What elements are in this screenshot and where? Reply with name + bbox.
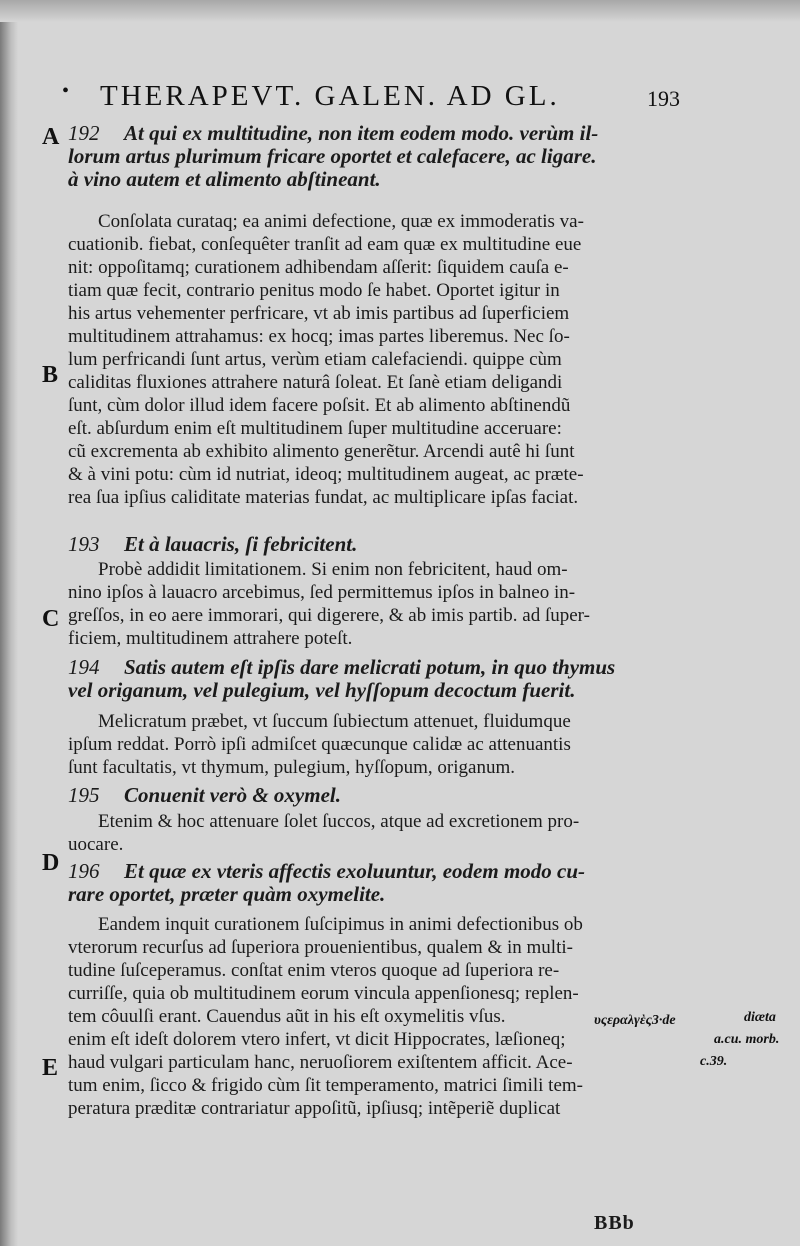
lemma-number: 196 [68, 859, 100, 883]
commentary-line: vterorum recurſus ad ſuperiora prouenientibus, qualem & in multi- [68, 937, 573, 958]
commentary-line: Eandem inquit curationem ſuſcipimus in animi defectionibus ob [98, 914, 583, 935]
header-bullet: • [62, 80, 73, 102]
commentary-line: lum perfricandi ſunt artus, verùm etiam calefaciendi. quippe cùm [68, 349, 562, 370]
margin-note-diaeta: diæta [744, 1010, 776, 1025]
commentary-196 [68, 913, 686, 1120]
commentary-line: tum enim, ſicco & frigido cùm ſit temperamento, matrici ſimili tem- [68, 1075, 583, 1096]
commentary-line: rea ſua ipſius caliditate materias fundat, ac multiplicare ipſas faciat. [68, 487, 579, 508]
lemma-line: 193 Et à lauacris, ſi febricitent. [68, 532, 358, 556]
lemma-line: lorum artus plurimum fricare oportet et calefacere, ac ligare. [68, 144, 597, 168]
commentary-line: enim eſt ideſt dolorem vtero infert, vt dicit Hippocrates, læſioneq; [68, 1029, 566, 1050]
lemma-line: 195 Conuenit verò & oxymel. [68, 783, 341, 807]
commentary-line: cũ excrementa ab exhibito alimento generẽtur. Arcendi autê hi ſunt [68, 441, 575, 462]
lemma-195 [68, 784, 686, 807]
lemma-line: 196 Et quæ ex vteris affectis exoluuntur, eodem modo cu- [68, 859, 586, 883]
lemma-line: 192 At qui ex multitudine, non item eodem modo. verùm il- [68, 121, 599, 145]
commentary-line: tudine ſuſceperamus. conſtat enim vteros quoque ad ſuperiora re- [68, 960, 560, 981]
lemma-193 [68, 533, 686, 556]
margin-note-greek: υςεραλγὲς3·de [594, 1013, 676, 1028]
lemma-number: 195 [68, 783, 100, 807]
lemma-line: vel origanum, vel pulegium, vel hyſſopum decoctum fuerit. [68, 678, 576, 702]
commentary-line: curriſſe, quia ob multitudinem eorum vincula appenſionesq; replen- [68, 983, 579, 1004]
commentary-line: caliditas fluxiones attrahere naturâ ſoleat. Et ſanè etiam deligandi [68, 372, 563, 393]
commentary-line: tem côuulſi erant. Cauendus aũt in his eſt oxymelitis vſus. [68, 1006, 506, 1027]
lemma-number: 194 [68, 655, 100, 679]
lemma-line: à vino autem et alimento abſtineant. [68, 167, 381, 191]
lemma-number: 193 [68, 532, 100, 556]
commentary-line: & à vini potu: cùm id nutriat, ideoq; multitudinem augeat, ac præte- [68, 464, 584, 485]
signature-mark: BBb [594, 1212, 635, 1234]
margin-letter-e: E [42, 1055, 59, 1081]
lemma-number: 192 [68, 121, 100, 145]
commentary-line: multitudinem attrahamus: ex hocq; imas partes liberemus. Nec ſo- [68, 326, 570, 347]
commentary-line: Melicratum præbet, vt ſuccum ſubiectum attenuet, fluidumque [98, 711, 571, 732]
commentary-194 [68, 710, 686, 779]
commentary-line: his artus vehementer perfricare, vt ab imis partibus ad ſuperficiem [68, 303, 570, 324]
commentary-195 [68, 810, 686, 856]
header-title: THERAPEVT. GALEN. AD GL. [100, 80, 560, 112]
commentary-line: Probè addidit limitationem. Si enim non febricitent, haud om- [98, 559, 568, 580]
lemma-196 [68, 860, 686, 906]
commentary-line: ſunt, cùm dolor illud idem facere poſsit. Et ab alimento abſtinendũ [68, 395, 571, 416]
commentary-line: tiam quæ fecit, contrario penitus modo ſe habet. Oportet igitur in [68, 280, 560, 301]
commentary-192 [68, 210, 686, 509]
margin-letter-a: A [42, 124, 60, 150]
margin-note-chapter: c.39. [700, 1054, 728, 1069]
commentary-line: Conſolata curataq; ea animi defectione, quæ ex immoderatis va- [98, 211, 584, 232]
commentary-line: eſt. abſurdum enim eſt multitudinem ſuper multitudine acceruare: [68, 418, 562, 439]
commentary-line: peratura præditæ contrariatur appoſitũ, ipſiusq; intẽperiẽ duplicat [68, 1098, 561, 1119]
commentary-line: cuationib. fiebat, conſequêter tranſit ad eam quæ ex multitudine eue [68, 234, 582, 255]
lemma-line: 194 Satis autem eſt ipſis dare melicrati potum, in quo thymus [68, 655, 616, 679]
margin-letter-b: B [42, 362, 59, 388]
lemma-194 [68, 656, 686, 702]
margin-letter-c: C [42, 606, 60, 632]
commentary-line: uocare. [68, 834, 124, 855]
commentary-line: nit: oppoſitamq; curationem adhibendam aſſerit: ſiquidem cauſa e- [68, 257, 569, 278]
page-number: 193 [647, 86, 680, 111]
lemma-192 [68, 122, 686, 191]
commentary-line: greſſos, in eo aere immorari, qui digerere, & ab imis partib. ad ſuper- [68, 605, 590, 626]
commentary-line: nino ipſos à lauacro arcebimus, ſed permittemus ipſos in balneo in- [68, 582, 576, 603]
commentary-line: Etenim & hoc attenuare ſolet ſuccos, atque ad excretionem pro- [98, 811, 580, 832]
commentary-line: ſunt facultatis, vt thymum, pulegium, hyſſopum, origanum. [68, 757, 515, 778]
commentary-line: ipſum reddat. Porrò ipſi admiſcet quæcunque calidæ ac attenuantis [68, 734, 571, 755]
commentary-193 [68, 558, 686, 650]
commentary-line: ficiem, multitudinem attrahere poteſt. [68, 628, 353, 649]
margin-letter-d: D [42, 850, 60, 876]
commentary-line: haud vulgari particulam hanc, neruoſiorem exiſtentem afficit. Ace- [68, 1052, 573, 1073]
margin-note-reference: a.cu. morb. [714, 1032, 780, 1047]
lemma-line: rare oportet, præter quàm oxymelite. [68, 882, 386, 906]
